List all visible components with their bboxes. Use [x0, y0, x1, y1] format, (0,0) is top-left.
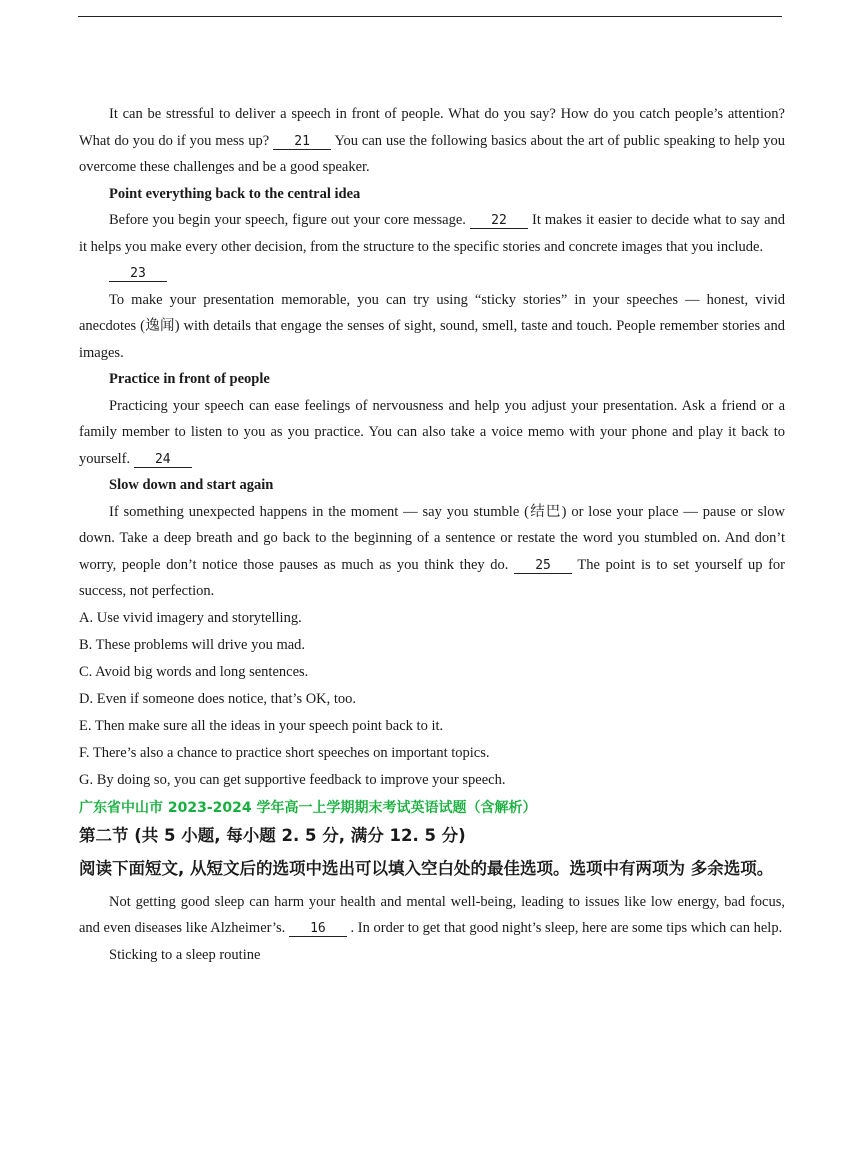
- instruction: 阅读下面短文, 从短文后的选项中选出可以填入空白处的最佳选项。选项中有两项为 多余选项。: [79, 858, 774, 878]
- blank-23: 23: [109, 267, 167, 282]
- option-a: A. Use vivid imagery and storytelling.: [79, 609, 302, 626]
- intro-text-b: You can use the following basics about the art of public speaking to help you overcome these challenges and be a good speaker.: [79, 132, 785, 175]
- blank-23-line: [79, 260, 785, 287]
- option-c: C. Avoid big words and long sentences.: [79, 663, 309, 680]
- passage1-paragraph-2: [79, 207, 785, 260]
- blank-24: 24: [134, 453, 192, 468]
- header-rule: [78, 16, 782, 17]
- intro-text-a: It can be stressful to deliver a speech in front of people. What do you say? How do you catch people’s attention? What do you do if you mess up?: [79, 106, 785, 149]
- blank-25: 25: [514, 559, 572, 574]
- p2-text-a: Before you begin your speech, figure out your core message.: [109, 212, 466, 228]
- passage1-paragraph-4: [79, 393, 785, 473]
- section-title: 第二节 (共 5 小题, 每小题 2. 5 分, 满分 12. 5 分): [79, 825, 466, 845]
- heading-central-idea: Point everything back to the central idea: [109, 185, 361, 202]
- option-e: E. Then make sure all the ideas in your speech point back to it.: [79, 717, 444, 734]
- source-line: 广东省中山市 2023-2024 学年高一上学期期末考试英语试题（含解析）: [79, 799, 537, 816]
- passage2-paragraph-1: [79, 889, 785, 942]
- option-g: G. By doing so, you can get supportive feedback to improve your speech.: [79, 771, 506, 788]
- passage1-paragraph-5: [79, 499, 785, 605]
- heading-slow-down: Slow down and start again: [109, 477, 274, 493]
- options-list: [79, 605, 785, 794]
- blank-22: 22: [470, 214, 528, 229]
- p5-text-b: The point is to set yourself up for success, not perfection.: [79, 556, 785, 599]
- option-d: D. Even if someone does notice, that’s OK, too.: [79, 690, 357, 707]
- p2-1-text-b: . In order to get that good night’s sleep, here are some tips which can help.: [350, 920, 783, 936]
- passage2-subheading: Sticking to a sleep routine: [109, 946, 261, 963]
- p4-text: Practicing your speech can ease feelings of nervousness and help you adjust your presentation. Ask a friend or a family member to listen to you as you practice. You can also take a voice memo with your phone and play it back to yourself.: [79, 397, 785, 467]
- p2-1-text-a: Not getting good sleep can harm your health and mental well-being, leading to issues like low energy, bad focus, and even diseases like Alzheimer’s.: [79, 893, 785, 936]
- document-body: [79, 101, 785, 968]
- blank-16: 16: [289, 922, 347, 937]
- option-f: F. There’s also a chance to practice short speeches on important topics.: [79, 744, 490, 761]
- p5-text-a: If something unexpected happens in the moment — say you stumble (结巴) or lose your place — pause or slow down. Take a deep breath and go back to the beginning of a sentence or restate the word you stumbled on. And don’t worry, people don’t notice those pauses as much as you think they do.: [79, 503, 785, 573]
- passage1-intro: [79, 101, 785, 181]
- p2-text-b: It makes it easier to decide what to say and it helps you make every other decision, from the structure to the specific stories and concrete images that you include.: [79, 212, 786, 255]
- passage1-paragraph-3: To make your presentation memorable, you can try using “sticky stories” in your speeches — honest, vivid anecdotes (逸闻) with details that engage the senses of sight, sound, smell, taste and touch. People remember stories and images.: [79, 291, 785, 361]
- blank-21: 21: [273, 135, 331, 150]
- heading-practice: Practice in front of people: [109, 371, 270, 387]
- option-b: B. These problems will drive you mad.: [79, 636, 306, 653]
